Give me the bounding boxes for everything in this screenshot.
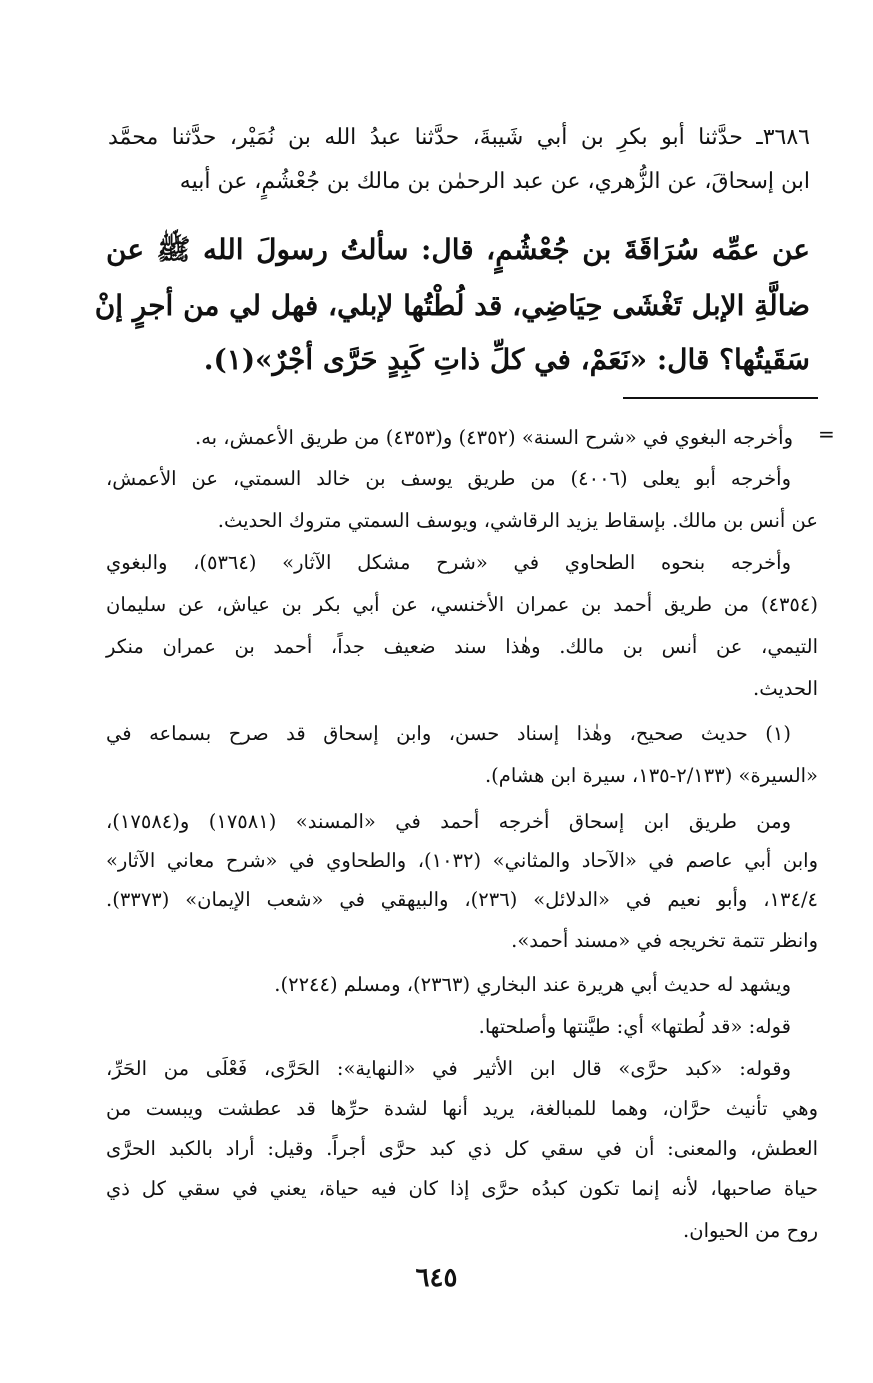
footnote-line: وأخرجه أبو يعلى (٤٠٠٦) من طريق يوسف بن خالد السمتي، عن الأعمش، xyxy=(106,467,791,490)
footnote-line: ويشهد له حديث أبي هريرة عند البخاري (٢٣٦٣)، ومسلم (٢٢٤٤). xyxy=(274,973,791,996)
footnote-line: الحديث. xyxy=(753,677,818,700)
footnote-separator xyxy=(623,397,818,399)
footnote-line: العطش، والمعنى: أن في سقي كل ذي كبد حرَّى أجراً. وقيل: أراد بالكبد الحرَّى xyxy=(106,1137,818,1160)
footnote-line: وقوله: «كبد حرَّى» قال ابن الأثير في «النهاية»: الحَرَّى، فَعْلَى من الحَرِّ، xyxy=(106,1057,791,1080)
footnote-line: وابن أبي عاصم في «الآحاد والمثاني» (١٠٣٢)، والطحاوي في «شرح معاني الآثار» xyxy=(106,849,819,872)
footnote-line: التيمي، عن أنس بن مالك. وهٰذا سند ضعيف جداً، أحمد بن عمران منكر xyxy=(106,635,818,658)
footnote-line: «السيرة» (٢/١٣٣-١٣٥، سيرة ابن هشام). xyxy=(484,764,818,787)
footnote-line: ١٣٤/٤، وأبو نعيم في «الدلائل» (٢٣٦)، والبيهقي في «شعب الإيمان» (٣٣٧٣). xyxy=(106,888,818,911)
footnote-line: (٤٣٥٤) من طريق أحمد بن عمران الأخنسي، عن أبي بكر بن عياش، عن سليمان xyxy=(106,593,818,616)
hadith-matn-line: سَقَيتُها؟ قال: «نَعَمْ، في كلِّ ذاتِ كَبِدٍ حَرَّى أجْرٌ»(١). xyxy=(203,343,810,376)
footnote-line: (١) حديث صحيح، وهٰذا إسناد حسن، وابن إسحاق قد صرح بسماعه في xyxy=(106,722,791,745)
footnote-line: عن أنس بن مالك. بإسقاط يزيد الرقاشي، ويوسف السمتي متروك الحديث. xyxy=(217,509,818,532)
continuation-mark: = xyxy=(818,422,835,446)
footnote-line: روح من الحيوان. xyxy=(683,1219,818,1242)
footnote-line: قوله: «قد لُطتها» أي: طيَّنتها وأصلحتها. xyxy=(478,1015,791,1038)
footnote-line: وأخرجه بنحوه الطحاوي في «شرح مشكل الآثار» (٥٣٦٤)، والبغوي xyxy=(106,551,791,574)
footnote-line: حياة صاحبها، لأنه إنما تكون كبدُه حرَّى إذا كان فيه حياة، يعني في سقي كل ذي xyxy=(106,1177,818,1200)
footnote-line: وهي تأنيث حرَّان، وهما للمبالغة، يريد أنها لشدة حرِّها قد عطشت ويبست من xyxy=(106,1097,818,1120)
hadith-isnad-line: ٣٦٨٦ـ حدَّثنا أبو بكرِ بن أبي شَيبةَ، حدَّثنا عبدُ الله بن نُمَيْر، حدَّثنا محمَّد xyxy=(108,125,810,150)
footnote-line: وانظر تتمة تخريجه في «مسند أحمد». xyxy=(511,929,818,952)
footnote-line: ومن طريق ابن إسحاق أخرجه أحمد في «المسند» (١٧٥٨١) و(١٧٥٨٤)، xyxy=(106,810,791,833)
page-number: ٦٤٥ xyxy=(415,1263,458,1293)
hadith-isnad-line: ابن إسحاقَ، عن الزُّهري، عن عبد الرحمٰن بن مالك بن جُعْشُمٍ، عن أبيه xyxy=(179,169,810,194)
footnote-line: وأخرجه البغوي في «شرح السنة» (٤٣٥٢) و(٤٣٥٣) من طريق الأعمش، به. xyxy=(195,426,793,449)
hadith-matn-line: ضالَّةِ الإبل تَغْشَى حِيَاضِي، قد لُطْتُها لإبلي، فهل لي من أجرٍ إنْ xyxy=(94,289,810,322)
hadith-matn-line: عن عمِّه سُرَاقَةَ بن جُعْشُمٍ، قال: سألتُ رسولَ الله ﷺ عن xyxy=(106,233,810,266)
